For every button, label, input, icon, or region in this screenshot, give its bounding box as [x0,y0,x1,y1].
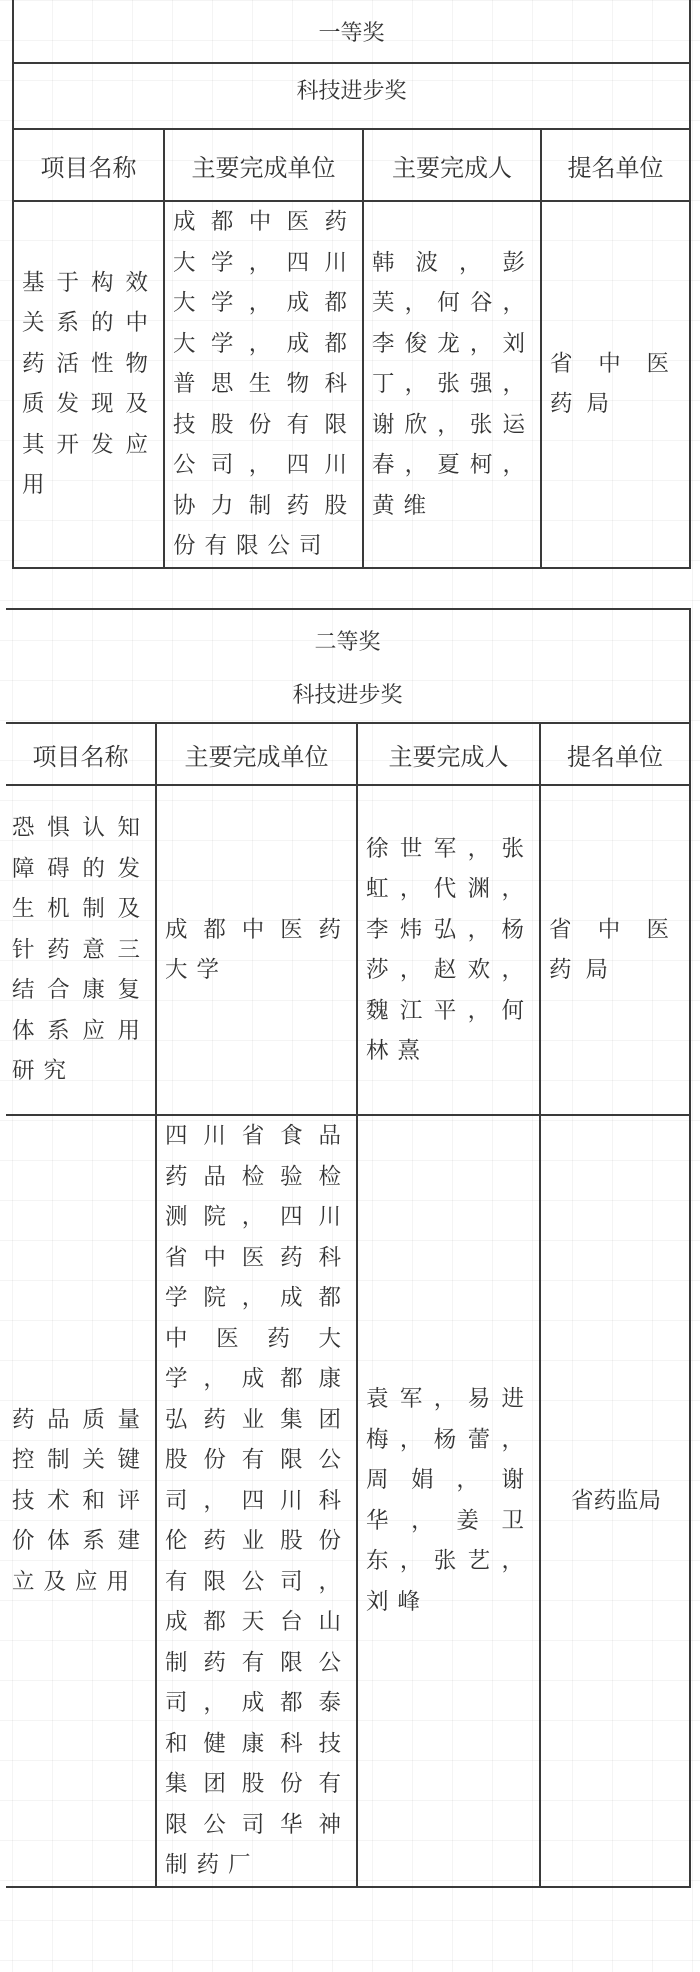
header-main-people: 主要完成人 [363,129,541,201]
nominator-cell: 省中医药局 [540,785,690,1115]
header-nominator: 提名单位 [541,129,690,201]
award-type-title: 科技进步奖 [6,670,690,723]
people-cell: 袁军，易进梅，杨蕾，周娟，谢华，姜卫东，张艺，刘峰 [357,1115,540,1887]
people-cell: 徐世军，张虹，代渊，李炜弘，杨莎，赵欢，魏江平，何林熹 [357,785,540,1115]
header-row [6,723,690,785]
award-level-title: 二等奖 [6,609,690,670]
header-main-people: 主要完成人 [357,723,540,785]
award-level-title: 一等奖 [13,0,690,63]
header-main-units: 主要完成单位 [164,129,363,201]
header-project-name: 项目名称 [13,129,164,201]
project-name-cell: 恐惧认知障碍的发生机制及针药意三结合康复体系应用研究 [6,785,156,1115]
units-cell: 成都中医药大学 [156,785,357,1115]
header-main-units: 主要完成单位 [156,723,357,785]
nominator-cell: 省中医药局 [541,201,690,568]
header-row [13,129,690,201]
table-row [13,201,690,568]
project-name-cell: 药品质量控制关键技术和评价体系建立及应用 [6,1115,156,1887]
project-name-cell: 基于构效关系的中药活性物质发现及其开发应用 [13,201,164,568]
table-row [6,785,690,1115]
units-cell: 四川省食品药品检验检测院，四川省中医药科学院，成都中医药大学，成都康弘药业集团股份有限公司，四川科伦药业股份有限公司，成都天台山制药有限公司，成都泰和健康科技集团股份有限公司华神制药厂 [156,1115,357,1887]
units-cell: 成都中医药大学，四川大学，成都大学，成都普思生物科技股份有限公司，四川协力制药股份有限公司 [164,201,363,568]
table-row [6,1115,690,1887]
second-prize-table [6,608,691,1888]
first-prize-table [12,0,691,569]
header-nominator: 提名单位 [540,723,690,785]
people-cell: 韩波，彭芙，何谷，李俊龙，刘丁，张强，谢欣，张运春，夏柯，黄维 [363,201,541,568]
header-project-name: 项目名称 [6,723,156,785]
award-type-title: 科技进步奖 [13,63,690,129]
nominator-cell: 省药监局 [540,1115,690,1887]
